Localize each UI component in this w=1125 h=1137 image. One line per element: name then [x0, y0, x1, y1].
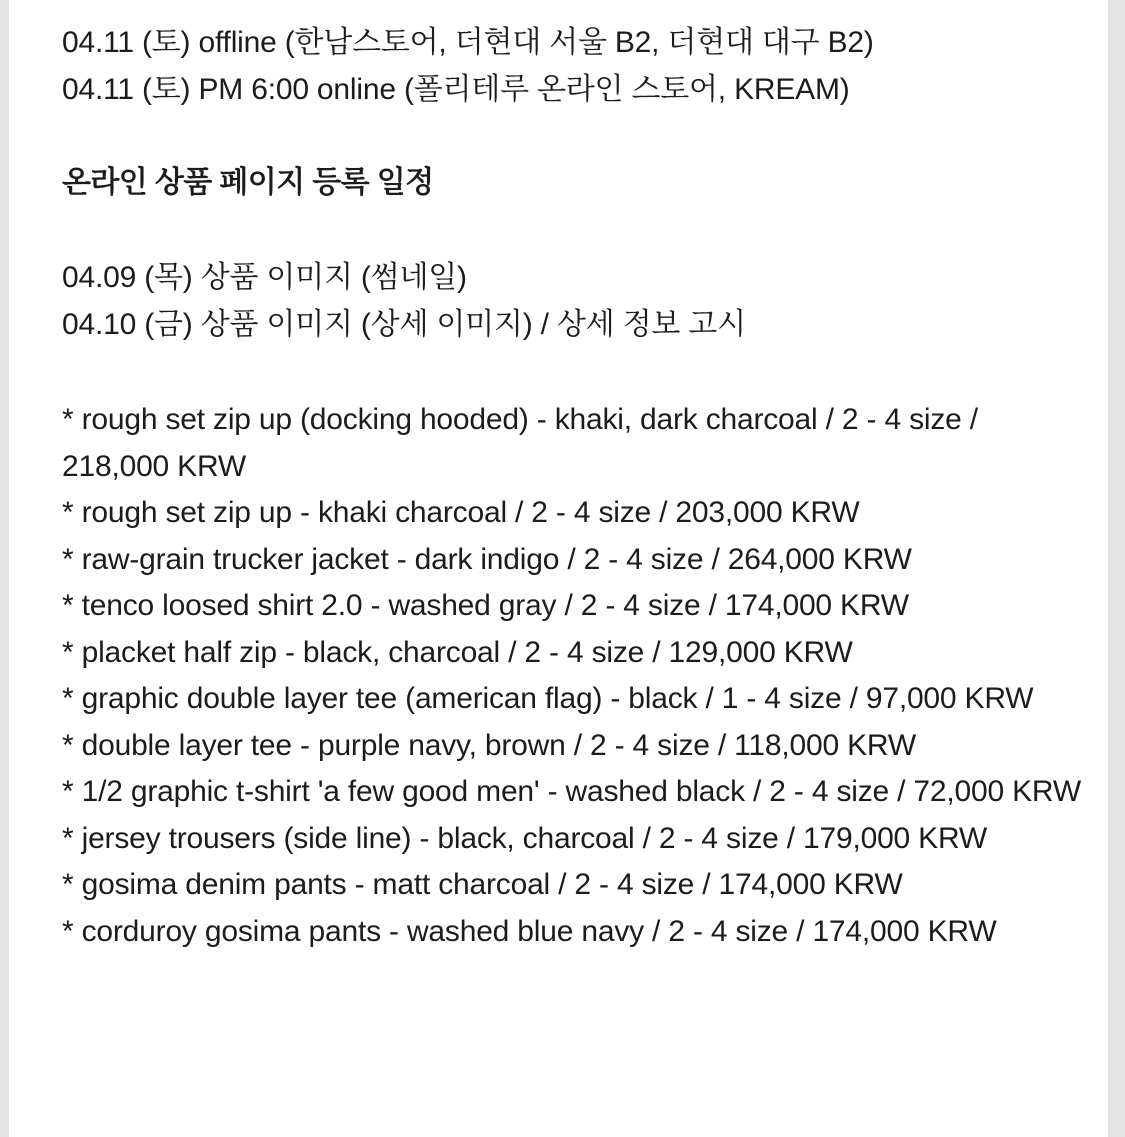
registration-line-thumbnail: 04.09 (목) 상품 이미지 (썸네일) [62, 261, 467, 294]
product-list-item: * tenco loosed shirt 2.0 - washed gray / 2 - 4 size / 174,000 KRW [62, 589, 909, 622]
release-schedule-line-offline: 04.11 (토) offline (한남스토어, 더현대 서울 B2, 더현대 대구 B2) [62, 26, 874, 59]
spacer-after-release-schedule [62, 113, 1090, 160]
release-schedule-block [62, 20, 1090, 113]
product-list-item: * rough set zip up - khaki charcoal / 2 - 4 size / 203,000 KRW [62, 496, 860, 529]
product-list-item: * raw-grain trucker jacket - dark indigo / 2 - 4 size / 264,000 KRW [62, 542, 912, 576]
product-list-item: * double layer tee - purple navy, brown / 2 - 4 size / 118,000 KRW [62, 728, 916, 762]
product-list-item: * gosima denim pants - matt charcoal / 2 - 4 size / 174,000 KRW [62, 868, 903, 901]
product-list-item: * jersey trousers (side line) - black, charcoal / 2 - 4 size / 179,000 KRW [62, 821, 988, 855]
spacer-after-heading [62, 206, 1090, 255]
registration-line-detail: 04.10 (금) 상품 이미지 (상세 이미지) / 상세 정보 고시 [62, 307, 746, 341]
product-list [62, 397, 1090, 955]
product-list-item: * placket half zip - black, charcoal / 2 - 4 size / 129,000 KRW [62, 635, 853, 669]
spacer-before-product-list [62, 348, 1090, 397]
release-schedule-line-online: 04.11 (토) PM 6:00 online (폴리테루 온라인 스토어, KREAM) [62, 72, 850, 106]
content-sheet [9, 0, 1108, 1137]
online-registration-block [62, 255, 1090, 348]
product-list-item: * 1/2 graphic t-shirt 'a few good men' - washed black / 2 - 4 size / 72,000 KRW [62, 775, 1081, 808]
product-list-item: * corduroy gosima pants - washed blue navy / 2 - 4 size / 174,000 KRW [62, 914, 997, 948]
post-body [9, 0, 1108, 955]
product-list-item: * rough set zip up (docking hooded) - khaki, dark charcoal / 2 - 4 size / 218,000 KRW [62, 403, 978, 483]
product-list-item: * graphic double layer tee (american flag) - black / 1 - 4 size / 97,000 KRW [62, 682, 1034, 715]
online-registration-heading: 온라인 상품 페이지 등록 일정 [62, 165, 434, 199]
